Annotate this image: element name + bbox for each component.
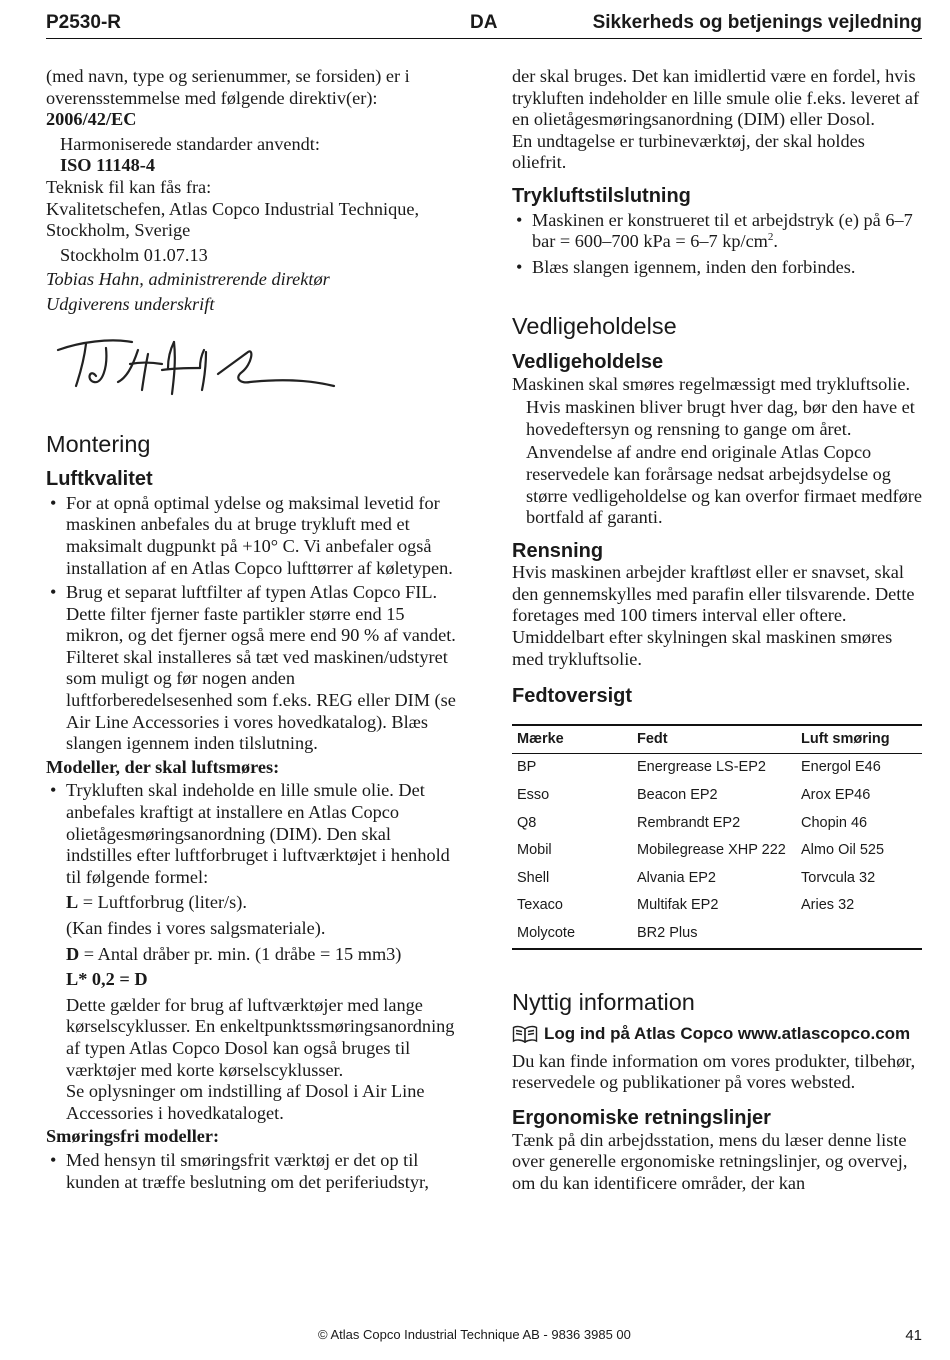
table-row	[512, 837, 922, 865]
copyright: © Atlas Copco Industrial Technique AB - 9836 3985 00	[318, 1327, 631, 1342]
table-cell: Almo Oil 525	[801, 842, 885, 859]
section-title-montering: Montering	[46, 430, 151, 457]
table-row	[512, 782, 922, 810]
table-row	[512, 892, 922, 920]
column-header: Fedt	[632, 725, 796, 754]
place-date: Stockholm 01.07.13	[60, 244, 208, 265]
smoeringsfri-list	[46, 1150, 456, 1193]
table-cell: Chopin 46	[801, 814, 868, 831]
table-cell: Mobilegrease XHP 222	[637, 842, 786, 859]
techfile-label: Teknisk fil kan fås fra:	[46, 176, 212, 197]
subsection-title-ergonomi: Ergonomiske retningslinjer	[512, 1106, 771, 1129]
smoeringsfri-title: Smøringsfri modeller:	[46, 1126, 220, 1147]
table-cell: Molycote	[512, 920, 632, 949]
table-cell	[796, 920, 922, 949]
table-cell: Alvania EP2	[637, 869, 716, 886]
page-header	[46, 10, 922, 39]
page-number: 41	[905, 1327, 922, 1344]
continued-text: der skal bruges. Det kan imidlertid være en fordel, hvis trykluften indeholder en lille smule olie f.eks. leveret af en olietågesmøringsanordning (DIM) eller Dosol.	[512, 66, 920, 130]
table-header-row	[512, 725, 922, 754]
list-item: • Blæs slangen igennem, inden den forbindes.	[512, 257, 922, 279]
signature-label: Udgiverens underskrift	[46, 293, 215, 314]
luftsmoeres-list	[46, 780, 456, 1124]
paragraph: Hvis maskinen bliver brugt hver dag, bør den have et hovedeftersyn og rensning to gange om året.	[526, 397, 915, 439]
table-cell: Energrease LS-EP2	[637, 759, 766, 776]
subsection-title-rensning: Rensning	[512, 539, 604, 562]
directive: 2006/42/EC	[46, 109, 137, 130]
table-cell: Esso	[517, 787, 550, 804]
column-header: Luft smøring	[796, 725, 922, 754]
trykluft-list	[512, 210, 922, 279]
table-cell: BR2 Plus	[632, 920, 796, 949]
language-code: DA	[470, 12, 498, 33]
table-cell: Torvcula 32	[801, 869, 876, 886]
list-item: • Med hensyn til smøringsfrit værktøj er det op til kunden at træffe beslutning om det periferiudstyr,	[46, 1150, 456, 1193]
atlas-copco-link[interactable]	[512, 1023, 922, 1045]
formula-L: L = Luftforbrug (liter/s).	[66, 892, 247, 913]
luftkvalitet-list	[46, 493, 456, 755]
formula: L* 0,2 = D	[66, 969, 148, 990]
right-column	[512, 66, 922, 1194]
subsection-title-vedligeholdelse: Vedligeholdelse	[512, 350, 664, 373]
formula-note: Dette gælder for brug af luftværktøjer med lange kørselscyklusser. En enkeltpunktssmøringsanordning af typen Atlas Copco Dosol kan også bruges til værktøjer med korte kørselscyklusser.	[66, 994, 455, 1080]
table-cell: BP	[517, 759, 537, 776]
link-label[interactable]: Log ind på Atlas Copco www.atlascopco.com	[544, 1024, 911, 1044]
table-cell: Mobil	[517, 842, 552, 859]
table-cell: Arox EP46	[801, 787, 871, 804]
paragraph: Maskinen skal smøres regelmæssigt med trykluftsolie.	[512, 373, 911, 394]
signer: Tobias Hahn, administrerende direktør	[46, 269, 330, 290]
table-cell: Energol E46	[801, 759, 881, 776]
standard: ISO 11148-4	[60, 155, 155, 176]
luftsmoeres-title: Modeller, der skal luftsmøres:	[46, 756, 280, 777]
techfile-from: Kvalitetschefen, Atlas Copco Industrial Technique, Stockholm, Sverige	[46, 198, 420, 241]
harmonised-label: Harmoniserede standarder anvendt:	[60, 133, 320, 154]
document-title: Sikkerheds og betjenings vejledning	[592, 12, 922, 33]
paragraph: Tænk på din arbejdsstation, mens du læser denne liste over generelle ergonomiske retningslinjer, og overvej, om du kan identificere områder, der kan	[512, 1129, 908, 1193]
table-row	[512, 810, 922, 838]
list-item: • Maskinen er konstrueret til et arbejdstryk (e) på 6–7 bar = 600–700 kPa = 6–7 $kp/cm^2$.	[512, 210, 922, 253]
table-cell: Q8	[517, 814, 537, 831]
paragraph: Du kan finde information om vores produkter, tilbehør, reservedele og publikationer på vores websted.	[512, 1050, 916, 1093]
signature-image	[50, 328, 340, 408]
book-icon	[512, 1025, 538, 1043]
table-cell: Rembrandt EP2	[637, 814, 741, 831]
left-column	[46, 66, 456, 1193]
grease-table	[512, 724, 922, 950]
paragraph: Anvendelse af andre end originale Atlas Copco reservedele kan forårsage nedsat arbejdsydelse og større vedligeholdelse og kan overfor firmaet medføre bortfald af garanti.	[526, 442, 922, 528]
list-item: • Brug et separat luftfilter af typen Atlas Copco FIL. Dette filter fjerner faste partikler større end 15 mikron, og det fjerner også mere end 90 % af vandet. Filteret skal installeres så tæt ved maskinen/udstyret som muligt og før nogen anden luftforberedelsesenhed som f.eks. REG eller DIM (se Air Line Accessories i vores hovedkatalog). Blæs slangen igennem inden tilslutning.	[46, 582, 456, 755]
formula-D: D = Antal dråber pr. min. (1 dråbe = 15 mm3)	[66, 943, 402, 964]
table-row	[512, 920, 922, 949]
table-row	[512, 754, 922, 782]
list-item: • For at opnå optimal ydelse og maksimal levetid for maskinen anbefales du at bruge trykluft med et maksimalt dugpunkt på +10° C. Vi anbefaler også installation af en Atlas Copco lufttørrer af køletypen.	[46, 493, 456, 579]
continued-text: En undtagelse er turbineværktøj, der skal holdes oliefrit.	[512, 130, 865, 173]
table-row	[512, 865, 922, 893]
table-cell: Multifak EP2	[637, 897, 719, 914]
formula-catalog: (Kan findes i vores salgsmateriale).	[66, 918, 326, 938]
luftsmoeres-text: Trykluften skal indeholde en lille smule olie. Det anbefales kraftigt at installere en Atlas Copco olietågesmøringsanordning (DIM). Den skal indstilles efter luftforbruget i luftværktøjet i henhold til følgende formel:	[66, 780, 450, 887]
paragraph: Hvis maskinen arbejder kraftløst eller er snavset, skal den gennemskylles med parafin eller tilsvarende. Dette foretages med 100 timers interval eller oftere. Umiddelbart efter skylningen skal maskinen smøres med trykluftsolie.	[512, 562, 915, 669]
subsection-title-trykluft: Trykluftstilslutning	[512, 184, 691, 207]
section-title-nyttig-information: Nyttig information	[512, 988, 695, 1015]
list-item	[46, 780, 456, 1124]
column-header: Mærke	[512, 725, 632, 754]
declaration-text: (med navn, type og serienummer, se forsiden) er i overensstemmelse med følgende direktiv(er):	[46, 66, 410, 108]
section-title-vedligeholdelse: Vedligeholdelse	[512, 313, 677, 340]
product-code: P2530-R	[46, 12, 121, 33]
table-cell: Aries 32	[801, 897, 855, 914]
subsection-title-fedtoversigt: Fedtoversigt	[512, 685, 633, 708]
table-cell: Texaco	[517, 897, 563, 914]
subsection-title-luftkvalitet: Luftkvalitet	[46, 468, 153, 491]
table-cell: Beacon EP2	[637, 787, 718, 804]
table-cell: Shell	[517, 869, 550, 886]
formula-note: Se oplysninger om indstilling af Dosol i Air Line Accessories i hovedkataloget.	[66, 1081, 425, 1123]
